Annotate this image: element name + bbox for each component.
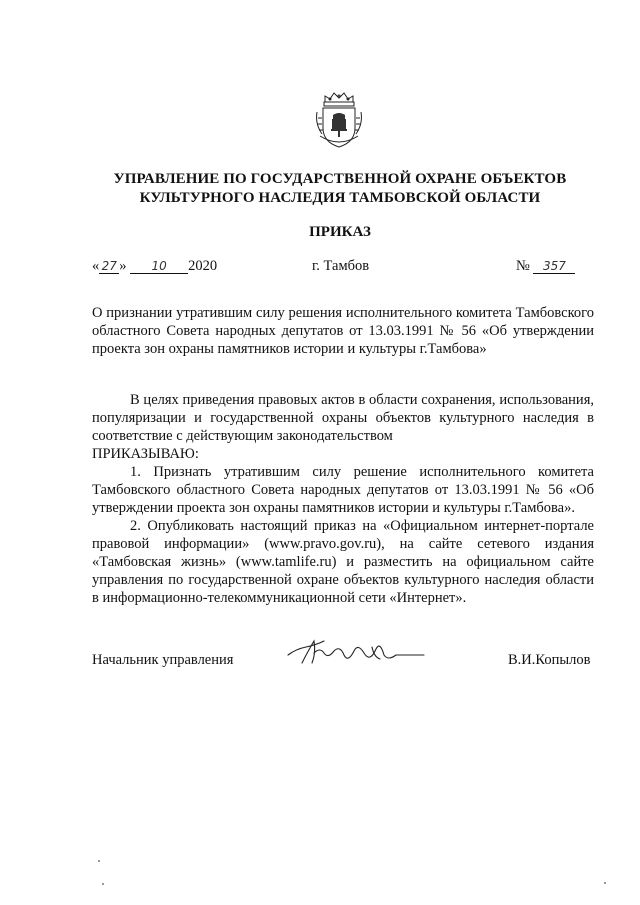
- document-type-title: ПРИКАЗ: [309, 224, 371, 240]
- scan-speck: [102, 883, 104, 885]
- order-body: [92, 391, 594, 607]
- order-item-2: 2. Опубликовать настоящий приказ на «Официальном интернет-портале правовой информации» (www.pravo.gov.ru), на сайте сетевого издания «Тамбовская жизнь» (www.tamlife.ru) и разместить на официальном сайте управления по государственной охране объектов культурного наследия области в информационно-телекоммуникационной сети «Интернет».: [92, 518, 594, 606]
- organization-name-line2: КУЛЬТУРНОГО НАСЛЕДИЯ ТАМБОВСКОЙ ОБЛАСТИ: [139, 190, 541, 206]
- order-city: г. Тамбов: [312, 258, 370, 274]
- order-item-1: 1. Признать утратившим силу решение исполнительного комитета Тамбовского областного Совета народных депутатов от 13.03.1991 № 56 «Об утверждении проекта зон охраны памятников истории и культуры г.Тамбова».: [92, 464, 594, 516]
- order-date-day: 27: [99, 260, 119, 274]
- order-number: [516, 258, 575, 275]
- order-keyword: ПРИКАЗЫВАЮ:: [92, 446, 199, 462]
- tambov-coat-of-arms-icon: [314, 88, 364, 150]
- organization-name: [60, 170, 620, 208]
- order-date: « 27 » 10 2020: [92, 258, 218, 274]
- signatory-name: В.И.Копылов: [508, 652, 591, 668]
- scan-speck: [604, 882, 606, 884]
- order-date-year: 2020: [188, 258, 218, 274]
- scan-speck: [98, 860, 100, 862]
- order-date-month: 10: [130, 260, 188, 274]
- order-subject: О признании утратившим силу решения исполнительного комитета Тамбовского областного Совета народных депутатов от 13.03.1991 № 56 «Об утверждении проекта зон охраны памятников истории и культуры г.Тамбова»: [92, 305, 594, 357]
- organization-name-line1: УПРАВЛЕНИЕ ПО ГОСУДАРСТВЕННОЙ ОХРАНЕ ОБЪЕКТОВ: [113, 171, 567, 187]
- order-preamble: В целях приведения правовых актов в области сохранения, использования, популяризации и государственной охраны объектов культурного наследия в соответствие с действующим законодательством: [92, 392, 594, 444]
- order-number-value: 357: [533, 260, 575, 274]
- order-number-label: №: [516, 258, 530, 274]
- handwritten-signature-icon: [284, 633, 434, 673]
- signatory-position: Начальник управления: [92, 652, 234, 668]
